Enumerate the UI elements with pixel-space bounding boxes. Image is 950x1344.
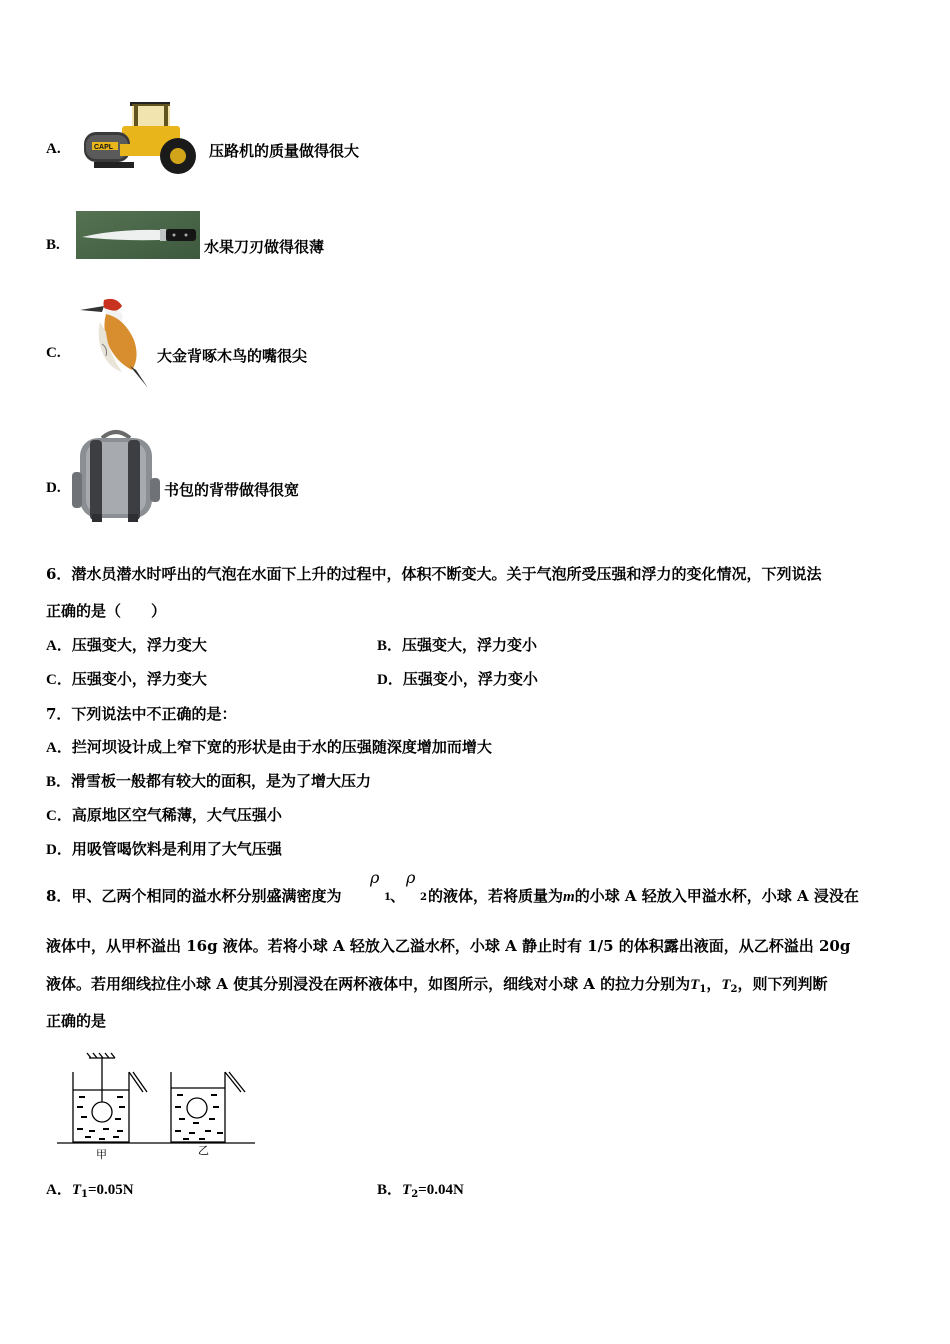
q8-stem-line3 [46, 973, 827, 995]
q8-comma: ， [706, 975, 722, 993]
q6-option-b-label: B． [377, 638, 403, 654]
q6-option-b-text: 压强变大，浮力变小 [402, 636, 538, 654]
q6-stem-line2: 正确的是（ ） [46, 602, 167, 620]
woodpecker-image [78, 296, 154, 392]
q6-option-c [46, 668, 207, 689]
q7-option-d-text: 用吸管喝饮料是利用了大气压强 [71, 840, 282, 858]
q8-option-b-value: =0.04N [418, 1182, 464, 1198]
q7-option-d-label: D． [46, 842, 72, 858]
roller-brand-text: CAPL [94, 144, 114, 151]
q6-option-a [46, 634, 207, 655]
q7-option-c-label: C． [46, 808, 72, 824]
q5-option-a-text: 压路机的质量做得很大 [209, 142, 360, 160]
q8-text-ball: 的小球 A 轻放入甲溢水杯，小球 A 浸没在 [574, 887, 859, 905]
q7-option-b [46, 770, 371, 791]
q7-option-c-text: 高原地区空气稀薄，大气压强小 [71, 806, 282, 824]
fruit-knife-image [76, 211, 200, 259]
q8-option-a-value: =0.05N [87, 1182, 134, 1198]
cup-yi-label: 乙 [198, 1144, 209, 1157]
q7-option-b-text: 滑雪板一般都有较大的面积，是为了增大压力 [71, 772, 372, 790]
q5-option-b-label: B. [46, 237, 60, 253]
cup-jia-label: 甲 [96, 1148, 107, 1161]
q7-stem: 7．下列说法中不正确的是： [46, 705, 237, 723]
q8-stem-line1-part1: 8．甲、乙两个相同的溢水杯分别盛满密度为 [46, 887, 342, 905]
rho-2-subscript: 2 [420, 892, 427, 903]
q8-separator: 、 [390, 887, 406, 905]
q7-option-b-label: B． [46, 774, 72, 790]
q6-option-d-label: D． [377, 672, 403, 688]
q8-option-b [377, 1178, 464, 1200]
q8-stem-line2: 液体中，从甲杯溢出 16g 液体。若将小球 A 轻放入乙溢水杯，小球 A 静止时有 1/5 的体积露出液面，从乙杯溢出 20g [46, 937, 851, 955]
q7-option-a [46, 736, 492, 757]
q8-stem-line1-part2 [428, 885, 859, 906]
q5-option-d-text: 书包的背带做得很宽 [164, 481, 300, 499]
q6-option-b [377, 634, 537, 655]
road-roller-image [80, 98, 204, 178]
q8-option-b-subscript: 2 [411, 1189, 419, 1200]
t2-subscript: 2 [730, 984, 738, 995]
q5-option-b-text: 水果刀刃做得很薄 [204, 238, 325, 256]
q8-text-judge: ，则下列判断 [737, 975, 828, 993]
rho-2-symbol: ρ [406, 868, 416, 887]
overflow-cups-figure [55, 1052, 260, 1162]
q8-text-mass: 的液体，若将质量为 [428, 887, 564, 905]
q8-option-a-label: A． [46, 1182, 72, 1198]
q5-option-d-label: D. [46, 480, 61, 496]
q8-option-b-symbol: T [402, 1182, 412, 1198]
q8-mass-symbol: m [563, 889, 575, 905]
q6-option-c-label: C． [46, 672, 72, 688]
rho-1-subscript: 1 [384, 892, 391, 903]
schoolbag-image [72, 428, 160, 524]
q7-option-a-text: 拦河坝设计成上窄下宽的形状是由于水的压强随深度增加而增大 [71, 738, 492, 756]
t1-symbol: T [690, 977, 700, 993]
q8-option-a-subscript: 1 [81, 1189, 88, 1200]
q8-option-b-label: B． [377, 1182, 403, 1198]
q8-text-tension: 液体。若用细线拉住小球 A 使其分别浸没在两杯液体中，如图所示，细线对小球 A 的拉力分别为 [46, 975, 691, 993]
q8-option-a-symbol: T [71, 1182, 82, 1198]
t1-subscript: 1 [699, 984, 707, 995]
q6-stem-line1: 6．潜水员潜水时呼出的气泡在水面下上升的过程中，体积不断变大。关于气泡所受压强和浮力的变化情况，下列说法 [46, 565, 822, 583]
rho-1-symbol: ρ [370, 868, 380, 887]
q6-option-a-text: 压强变大，浮力变大 [71, 636, 207, 654]
q8-stem-line4: 正确的是 [46, 1012, 107, 1030]
q6-option-c-text: 压强变小，浮力变大 [71, 670, 207, 688]
q7-option-d [46, 838, 282, 859]
t2-symbol: T [721, 977, 731, 993]
q6-option-a-label: A． [46, 638, 72, 654]
q6-option-d-text: 压强变小，浮力变小 [402, 670, 538, 688]
q7-option-c [46, 804, 282, 825]
q5-option-c-text: 大金背啄木鸟的嘴很尖 [157, 347, 308, 365]
q5-option-c-label: C. [46, 345, 61, 361]
q5-option-a-label: A. [46, 141, 61, 157]
q6-option-d [377, 668, 538, 689]
q7-option-a-label: A． [46, 740, 72, 756]
q8-option-a [46, 1178, 134, 1200]
